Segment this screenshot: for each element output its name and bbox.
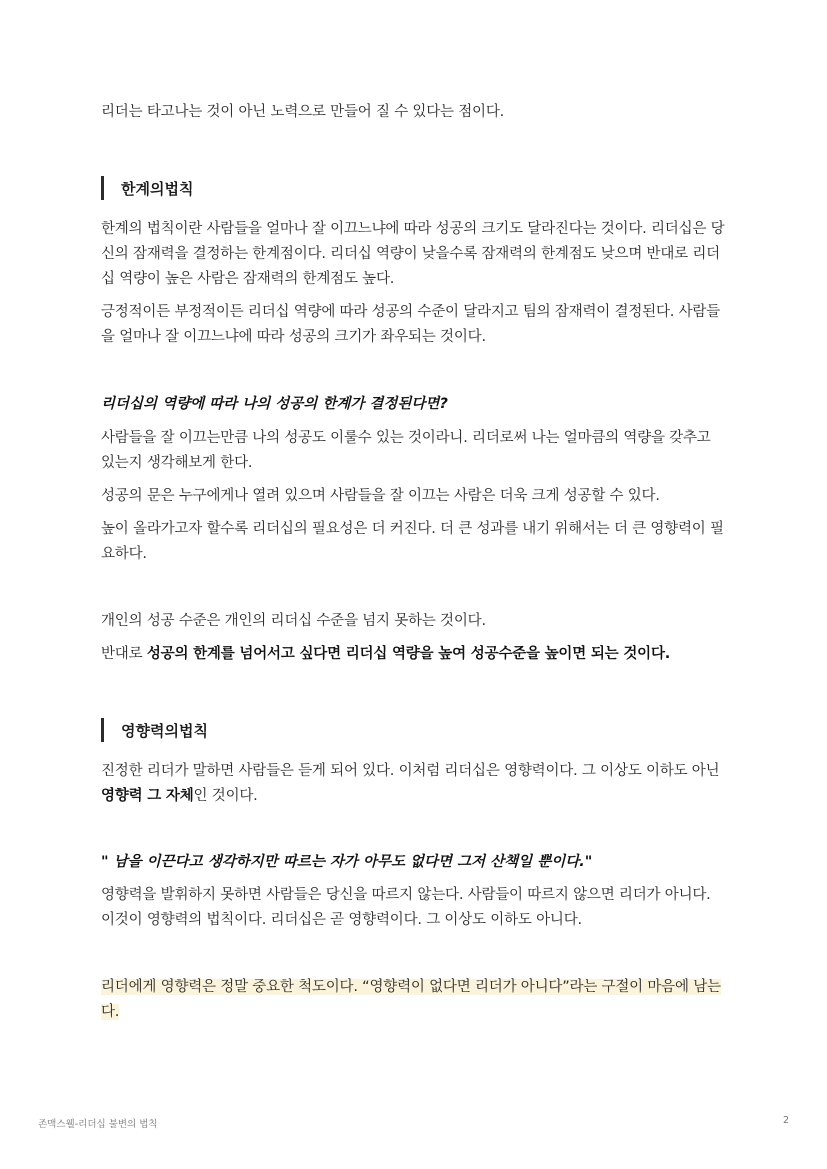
- influence-law-paragraph-2: 영향력을 발휘하지 못하면 사람들은 당신을 따르지 않는다. 사람들이 따르지 않으면 리더가 아니다. 이것이 영향력의 법칙이다. 리더십은 곧 영향력이다. 그 이상도 이하도 아니다.: [101, 887, 711, 928]
- influence-law-paragraph-1: [101, 759, 727, 809]
- highlight-text: 리더에게 영향력은 정말 중요한 척도이다. “영향력이 없다면 리더가 아니다”라는 구절이 마음에 남는다.: [101, 979, 721, 1020]
- limit-law-question: 리더십의 역량에 따라 나의 성공의 한계가 결정된다면?: [101, 396, 448, 412]
- paragraph-emphasis: 영향력 그 자체: [101, 788, 194, 804]
- limit-law-paragraph-2: 긍정적이든 부정적이든 리더십 역량에 따라 성공의 수준이 달라지고 팀의 잠재력이 결정된다. 사람들을 얼마나 잘 이끄느냐에 따라 성공의 크기가 좌우되는 것이다.: [101, 304, 720, 345]
- paragraph-prefix: 반대로: [101, 646, 147, 662]
- highlighted-reflection: [101, 975, 727, 1025]
- paragraph-emphasis: 성공의 한계를 넘어서고 싶다면 리더십 역량을 높여 성공수준을 높이면 되는 것이다.: [146, 646, 671, 662]
- heading-text: 한계의법칙: [121, 179, 194, 198]
- heading-text: 영향력의법칙: [121, 721, 208, 740]
- footer-document-title: 존맥스웰-리더십 불변의 법칙: [38, 1119, 158, 1130]
- influence-law-quote: " 남을 이끈다고 생각하지만 따르는 자가 아무도 없다면 그저 산책일 뿐이다.": [101, 854, 593, 870]
- limit-law-paragraph-1: 한계의 법칙이란 사람들을 얼마나 잘 이끄느냐에 따라 성공의 크기도 달라진다는 것이다. 리더십은 당신의 잠재력을 결정하는 한계점이다. 리더십 역량이 낮을수록 잠재력의 한계점도 낮으며 반대로 리더십 역량이 높은 사람은 잠재력의 한계점도 높다.: [101, 221, 725, 287]
- paragraph-suffix: 인 것이다.: [193, 788, 258, 804]
- limit-law-paragraph-4: 성공의 문은 누구에게나 열려 있으며 사람들을 잘 이끄는 사람은 더욱 크게 성공할 수 있다.: [101, 488, 660, 504]
- limit-law-paragraph-7: [101, 642, 727, 667]
- heading-bar: [101, 176, 104, 200]
- limit-law-paragraph-3: 사람들을 잘 이끄는만큼 나의 성공도 이룰수 있는 것이라니. 리더로써 나는 얼마큼의 역량을 갖추고 있는지 생각해보게 한다.: [101, 430, 711, 471]
- limit-law-paragraph-6: 개인의 성공 수준은 개인의 리더십 수준을 넘지 못하는 것이다.: [101, 613, 486, 629]
- intro-paragraph: 리더는 타고나는 것이 아닌 노력으로 만들어 질 수 있다는 점이다.: [101, 104, 505, 120]
- footer-page-number: 2: [782, 1115, 789, 1126]
- section-heading-limit-law: [101, 176, 727, 200]
- section-heading-influence-law: [101, 718, 727, 742]
- limit-law-paragraph-5: 높이 올라가고자 할수록 리더십의 필요성은 더 커진다. 더 큰 성과를 내기 위해서는 더 큰 영향력이 필요하다.: [101, 521, 724, 562]
- paragraph-prefix: 진정한 리더가 말하면 사람들은 듣게 되어 있다. 이처럼 리더십은 영향력이다. 그 이상도 이하도 아닌: [101, 763, 720, 779]
- heading-bar: [101, 718, 104, 742]
